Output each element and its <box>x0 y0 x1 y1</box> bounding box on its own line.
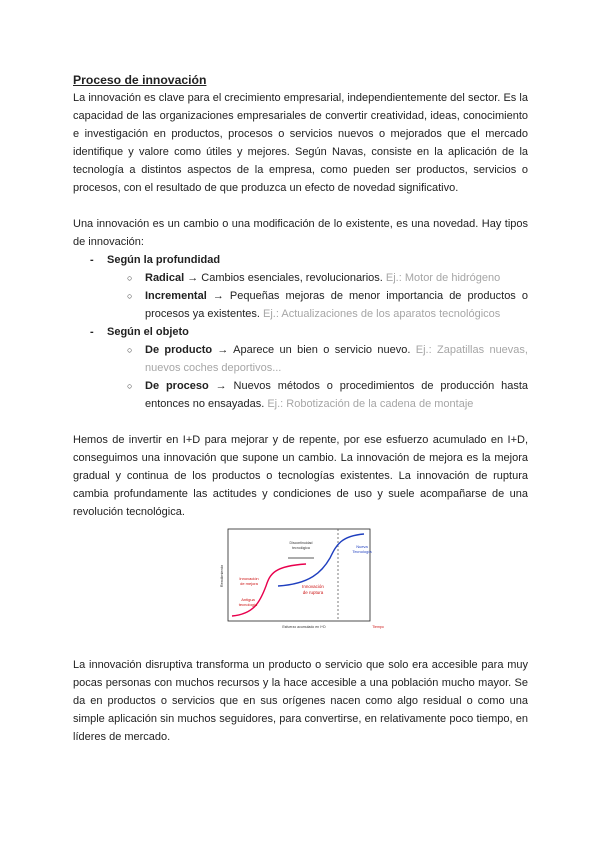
list-item-object <box>73 323 528 341</box>
x-axis-label: Esfuerzo acumulado en I+D <box>282 625 326 629</box>
desc-product: → Aparece un bien o servicio nuevo. <box>212 344 416 356</box>
desc-radical: → Cambios esenciales, revolucionarios. <box>184 272 386 284</box>
rupture-label-1: Innovación <box>302 584 324 589</box>
innovation-s-curve-figure <box>214 524 384 636</box>
document-body-lower <box>73 656 528 746</box>
rupture-label-2: de ruptura <box>302 590 324 595</box>
new-tech-label-2: Tecnología <box>352 549 372 554</box>
desc-process: → Nuevos métodos o procedimientos de producción hasta entonces no ensayadas. <box>145 380 528 410</box>
list-item-radical <box>73 269 528 287</box>
list-label-depth: Según la profundidad <box>107 254 221 266</box>
paragraph-disruptive: La innovación disruptiva transforma un producto o servicio que solo era accesible para muy pocas personas con muchos recursos y la hace accesible a una población mucho mayor. Se da en productos o servicios que en sus orígenes nacen como algo residual o como una simple aplicación sin muchos seguidores, para convertirse, en relativamente poco tiempo, en líderes de mercado. <box>73 659 528 743</box>
list-item-depth <box>73 251 528 269</box>
list-item-process <box>73 377 528 413</box>
old-tech-label-1: Antigua <box>241 597 255 602</box>
dash-bullet: - <box>90 254 94 266</box>
example-product: Ej.: Zapatillas nuevas, nuevos coches deportivos... <box>145 344 528 374</box>
circle-bullet-icon: ○ <box>127 291 133 301</box>
s-curve-diagram <box>214 524 384 636</box>
old-tech-label-2: tecnología <box>238 602 258 607</box>
desc-incremental: → Pequeñas mejoras de menor importancia de productos o procesos ya existentes. <box>145 290 528 320</box>
list-item-incremental <box>73 287 528 323</box>
example-radical: Ej.: Motor de hidrógeno <box>385 272 501 284</box>
example-incremental: Ej.: Actualizaciones de los aparatos tecnológicos <box>263 308 501 320</box>
term-radical: Radical <box>145 272 185 284</box>
paragraph-types: Una innovación es un cambio o una modificación de lo existente, es una novedad. Hay tipos de innovación: <box>73 218 528 248</box>
circle-bullet-icon: ○ <box>127 273 133 283</box>
y-axis-label: Rendimiento <box>219 564 224 588</box>
list-label-object: Según el objeto <box>107 326 189 338</box>
discontinuity-label-1: Discontinuidad <box>289 541 313 545</box>
term-product: De producto <box>145 344 213 356</box>
paragraph-intro: La innovación es clave para el crecimiento empresarial, independientemente del sector. Es la capacidad de las organizaciones empresariales de convertir creatividad, ideas, conocimiento e investigación en productos, procesos o servicios nuevos o mejorados que el mercado identifique y valore como útiles y mejores. Según Navas, consiste en la aplicación de la tecnología a distintos aspectos de la empresa, como pueden ser productos, servicios o procesos, con el resultado de que produzca un efecto de novedad significativo. <box>73 92 528 194</box>
example-process: Ej.: Robotización de la cadena de montaje <box>267 398 474 410</box>
improvement-label-2: de mejora <box>240 581 258 586</box>
document-body <box>73 71 528 521</box>
term-incremental: Incremental <box>145 290 207 302</box>
list-item-product <box>73 341 528 377</box>
old-technology-curve <box>232 564 306 616</box>
dash-bullet: - <box>90 326 94 338</box>
term-process: De proceso <box>145 380 209 392</box>
improvement-label-1: Innovación <box>239 576 259 581</box>
x-axis-time-label: Tiempo <box>372 625 384 629</box>
new-tech-label-1: Nueva <box>356 544 368 549</box>
circle-bullet-icon: ○ <box>127 345 133 355</box>
circle-bullet-icon: ○ <box>127 381 133 391</box>
paragraph-rd: Hemos de invertir en I+D para mejorar y de repente, por ese esfuerzo acumulado en I+D, conseguimos una innovación que supone un cambio. La innovación de mejora es la mejora gradual y continua de los productos o tecnologías existentes. La innovación de ruptura cambia profundamente las actitudes y condiciones de uso y suele acompañarse de una revolución tecnológica. <box>73 434 528 518</box>
discontinuity-label-2: tecnológica <box>292 546 310 550</box>
section-title: Proceso de innovación <box>73 73 207 87</box>
